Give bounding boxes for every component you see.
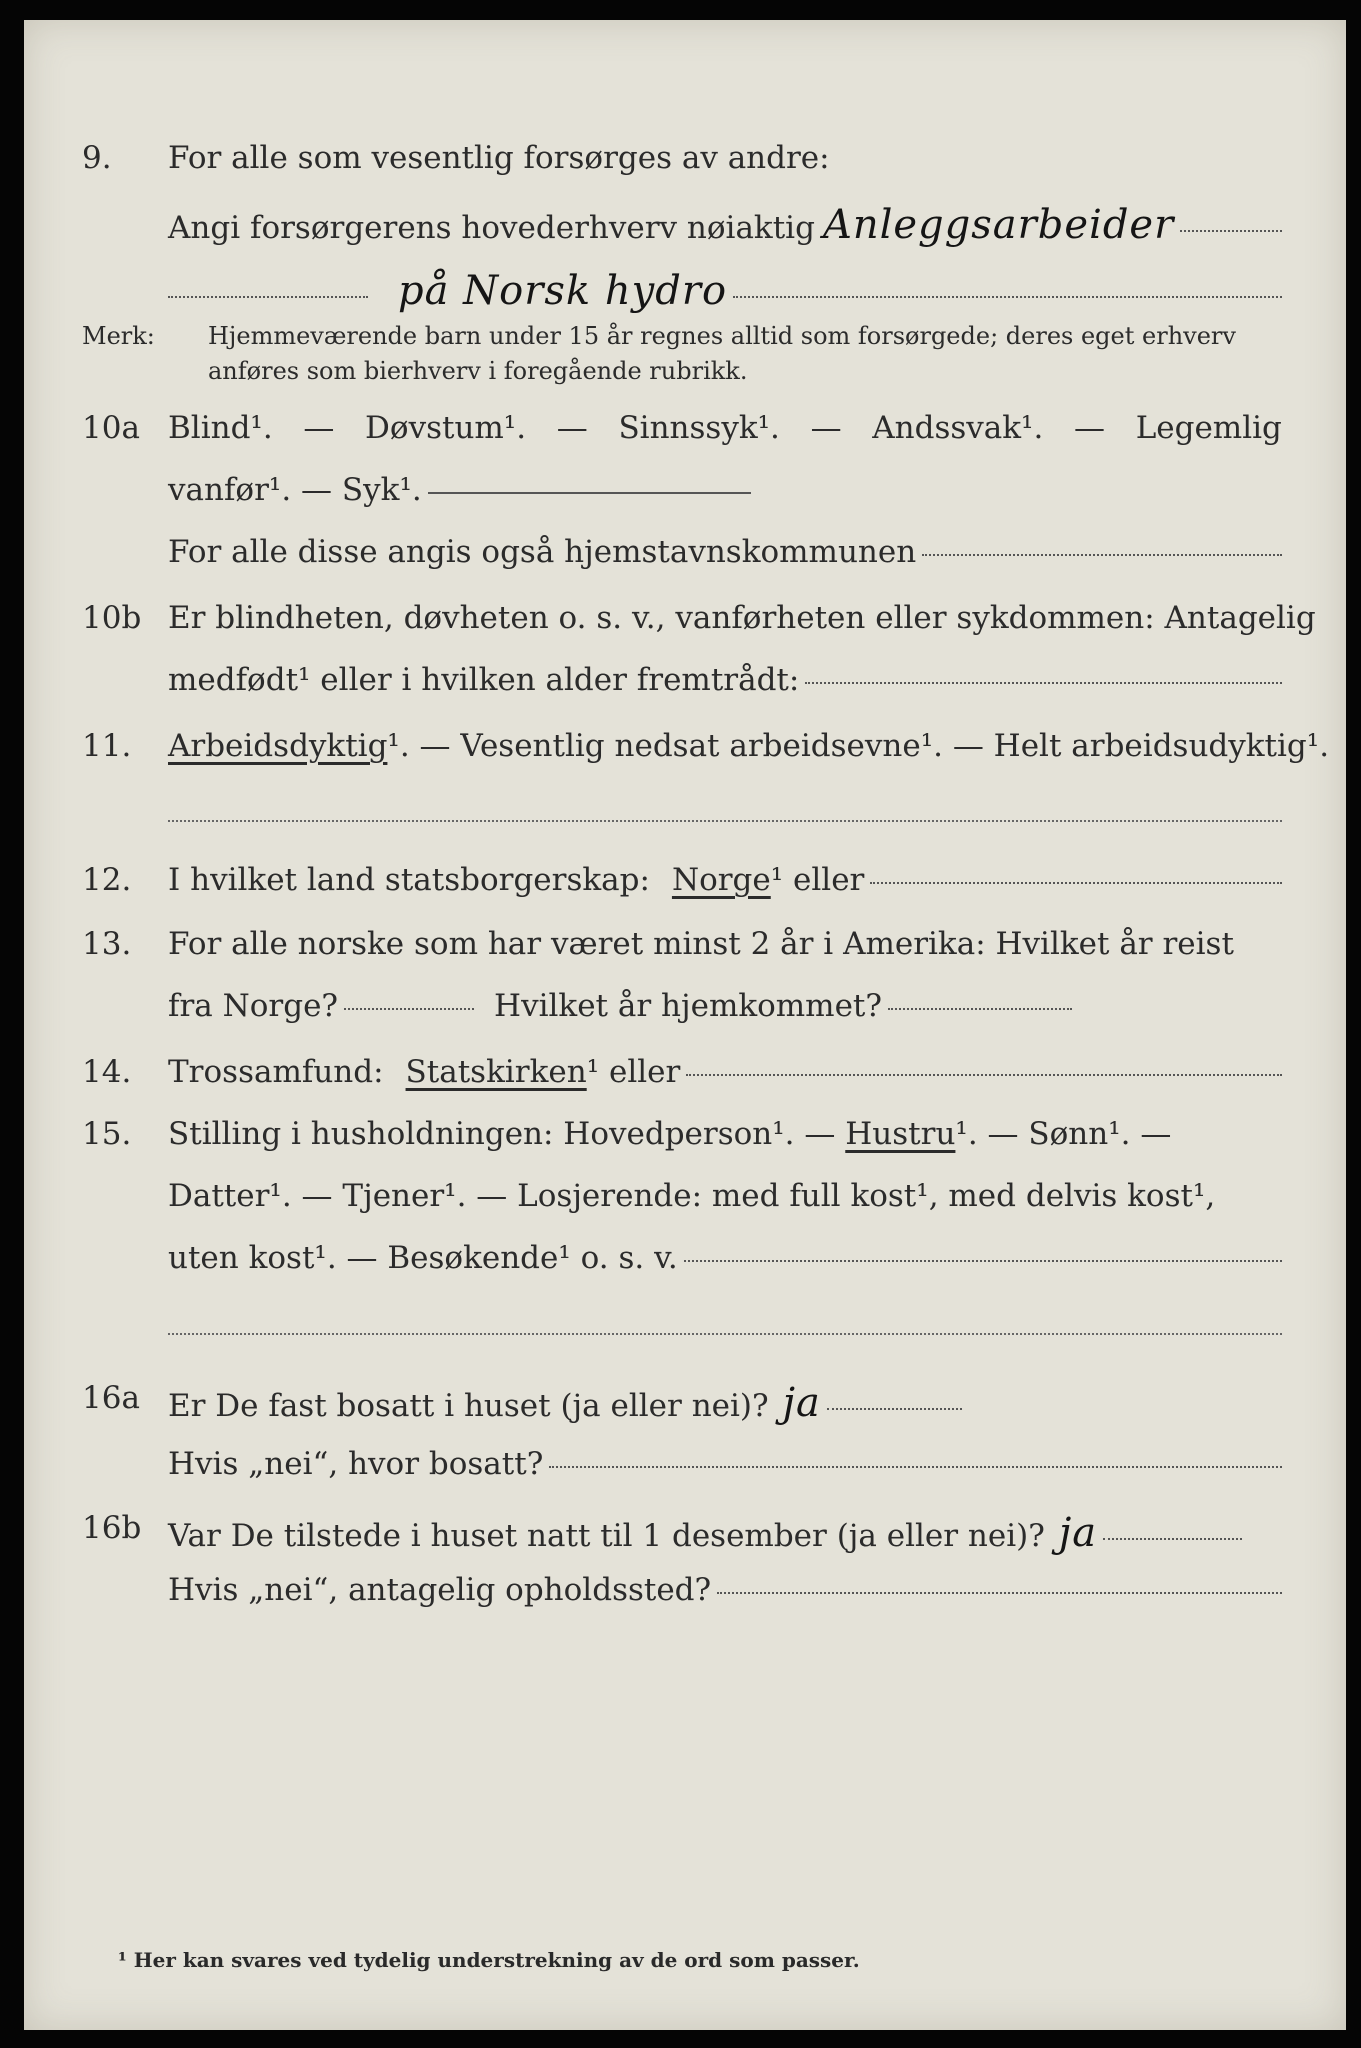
q12-underlined-answer: Norge xyxy=(671,862,771,898)
q13-line1 xyxy=(24,926,1346,970)
q15-line1 xyxy=(24,1116,1346,1160)
q10b-number: 10b xyxy=(82,600,142,636)
q10a-line2 xyxy=(24,472,1346,516)
q13-number: 13. xyxy=(82,926,132,962)
merk-text2: anføres som bierhverv i foregående rubrikk. xyxy=(208,357,748,385)
q16a-handwritten-answer: ja xyxy=(782,1380,821,1426)
q16b-text2: Hvis „nei“, antagelig opholdssted? xyxy=(168,1572,712,1608)
q9-prompt: Angi forsørgerens hovederhverv nøiaktig xyxy=(168,210,815,246)
q10a-option: Andssvak¹. xyxy=(872,410,1044,446)
q16b-handwritten-answer: ja xyxy=(1058,1510,1098,1556)
q9-line2 xyxy=(24,202,1346,246)
merk-label: Merk: xyxy=(82,322,155,350)
q13-text2b: Hvilket år hjemkommet? xyxy=(494,988,883,1024)
q12-line xyxy=(24,862,1346,906)
q16b-prompt: Var De tilstede i huset natt til 1 desember (ja eller nei)? xyxy=(168,1518,1045,1554)
q10a-line1: 10a Blind¹. — Døvstum¹. — Sinnssyk¹. — Andssvak¹. — Legemlig xyxy=(82,410,1282,446)
q10b-line2 xyxy=(24,662,1346,706)
merk-text1: Hjemmeværende barn under 15 år regnes alltid som forsørgede; deres eget erhverv xyxy=(208,322,1236,350)
q16b-line2 xyxy=(24,1572,1346,1616)
q14-suffix: ¹ eller xyxy=(586,1054,681,1090)
q16b-line1 xyxy=(24,1510,1346,1554)
q9-text: For alle som vesentlig forsørges av andre: xyxy=(168,140,830,176)
q10a-option: Legemlig xyxy=(1135,410,1282,446)
footnote: ¹ Her kan svares ved tydelig understrekning av de ord som passer. xyxy=(118,1948,860,1972)
q16a-prompt: Er De fast bosatt i huset (ja eller nei)? xyxy=(168,1388,769,1424)
q13-text1: For alle norske som har været minst 2 år i Amerika: Hvilket år reist xyxy=(168,926,1234,962)
q12-suffix: ¹ eller xyxy=(770,862,865,898)
q14-underlined-answer: Statskirken xyxy=(405,1054,587,1090)
q15-number: 15. xyxy=(82,1116,132,1152)
q10a-line3 xyxy=(24,534,1346,578)
q16a-line1 xyxy=(24,1380,1346,1424)
q11-blank-line xyxy=(168,820,1282,822)
q15-blank-line xyxy=(168,1333,1282,1335)
q10a-option: Blind¹. xyxy=(168,410,273,446)
q10b-text2: medfødt¹ eller i hvilken alder fremtrådt: xyxy=(168,662,800,698)
q12-number: 12. xyxy=(82,862,132,898)
q9-handwritten-employer: på Norsk hydro xyxy=(398,268,728,314)
q9-line3 xyxy=(24,268,1346,312)
q14-number: 14. xyxy=(82,1054,132,1090)
q14-prompt: Trossamfund: xyxy=(168,1054,384,1090)
q10b-line1 xyxy=(24,600,1346,644)
q11-text: ¹. — Vesentlig nedsat arbeidsevne¹. — Helt arbeidsudyktig¹. xyxy=(387,728,1330,764)
q13-line2 xyxy=(24,988,1346,1032)
q16b-number: 16b xyxy=(82,1510,142,1546)
q15-text3: uten kost¹. — Besøkende¹ o. s. v. xyxy=(168,1240,678,1276)
q15-underlined-answer: Hustru xyxy=(845,1116,956,1152)
q9-handwritten-occupation: Anleggsarbeider xyxy=(822,202,1175,248)
q16a-number: 16a xyxy=(82,1380,140,1416)
q9-number: 9. xyxy=(82,140,112,176)
q11-line xyxy=(24,728,1346,772)
q11-underlined-answer: Arbeidsdyktig xyxy=(168,728,388,764)
census-form-page xyxy=(24,20,1346,2030)
q10a-text2: vanfør¹. — Syk¹. xyxy=(168,472,422,508)
q11-number: 11. xyxy=(82,728,132,764)
q9-line1 xyxy=(24,140,1346,184)
q16a-line2 xyxy=(24,1446,1346,1490)
q13-text2a: fra Norge? xyxy=(168,988,339,1024)
q10b-text1: Er blindheten, døvheten o. s. v., vanførheten eller sykdommen: Antagelig xyxy=(168,600,1316,636)
q15-text1b: ¹. — Sønn¹. — xyxy=(955,1116,1172,1152)
q15-text1a: Stilling i husholdningen: Hovedperson¹. — xyxy=(168,1116,836,1152)
q15-line2 xyxy=(24,1178,1346,1222)
q10a-option: Døvstum¹. xyxy=(365,410,527,446)
q12-prompt: I hvilket land statsborgerskap: xyxy=(168,862,650,898)
merk-line2 xyxy=(24,357,1346,401)
q10a-text3: For alle disse angis også hjemstavnskommunen xyxy=(168,534,917,570)
q10a-option: Sinnssyk¹. xyxy=(618,410,780,446)
q10a-number: 10a xyxy=(82,410,140,446)
q15-text2: Datter¹. — Tjener¹. — Losjerende: med full kost¹, med delvis kost¹, xyxy=(168,1178,1216,1214)
q15-line3 xyxy=(24,1240,1346,1284)
q14-line xyxy=(24,1054,1346,1098)
q16a-text2: Hvis „nei“, hvor bosatt? xyxy=(168,1446,544,1482)
